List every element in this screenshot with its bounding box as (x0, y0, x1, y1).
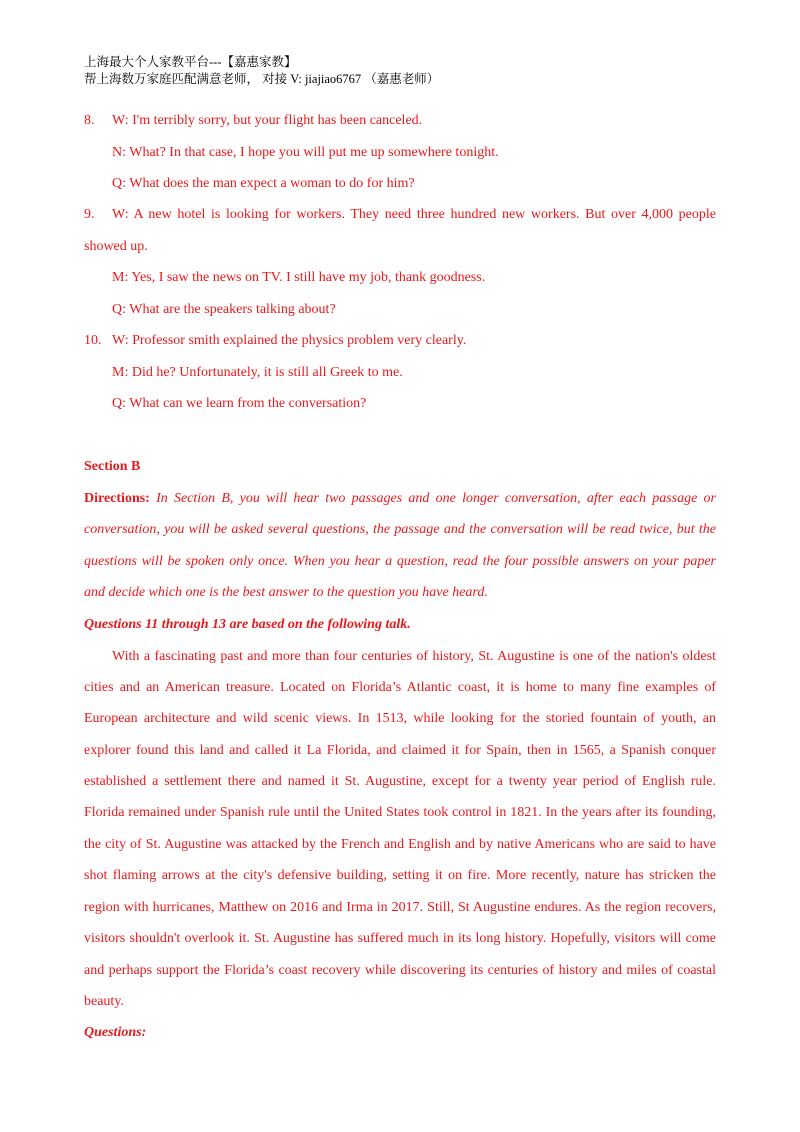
question-number: 9. (84, 207, 95, 222)
directions-text: In Section B, you will hear two passages and one longer conversation, after each passage or (149, 491, 716, 506)
directions-line: conversation, you will be asked several questions, the passage and the conversation will be read twice, but the (84, 522, 716, 537)
dialogue-line: W: A new hotel is looking for workers. They need three hundred new workers. But over 4,000 people (112, 207, 716, 222)
passage-line: beauty. (84, 994, 124, 1009)
directions-line: and decide which one is the best answer to the question you have heard. (84, 585, 488, 600)
dialogue-line: M: Yes, I saw the news on TV. I still have my job, thank goodness. (112, 270, 486, 285)
header-line-2: 帮上海数万家庭匹配满意老师， 对接 V: jiajiao6767 （嘉惠老师） (84, 72, 440, 86)
passage-line: visitors shouldn't overlook it. St. Augustine has suffered much in its long history. Hopefully, visitors will come (84, 931, 716, 946)
dialogue-line: W: Professor smith explained the physics problem very clearly. (112, 333, 467, 348)
page-header (84, 54, 439, 88)
dialogue-line-continued: showed up. (84, 239, 148, 254)
questions-heading: Questions 11 through 13 are based on the following talk. (84, 617, 411, 632)
header-line-1: 上海最大个人家教平台---【嘉惠家教】 (84, 55, 297, 69)
passage-line: established a settlement there and named it St. Augustine, except for a twenty year period of English rule. (84, 774, 716, 789)
passage-line: European architecture and wild scenic views. In 1513, while looking for the storied fountain of youth, an (84, 711, 716, 726)
question-line: Q: What does the man expect a woman to do for him? (112, 176, 415, 191)
directions-line-1 (84, 490, 716, 508)
directions-label: Directions: (84, 491, 150, 506)
directions-line: questions will be spoken only once. When you hear a question, read the four possible answers on your paper (84, 554, 716, 569)
passage-line: Florida remained under Spanish rule until the United States took control in 1821. In the years after its founding, (84, 805, 716, 820)
dialogue-line: W: I'm terribly sorry, but your flight has been canceled. (112, 113, 423, 128)
passage-line: cities and an American treasure. Located on Florida’s Atlantic coast, it is home to many fine examples of (84, 680, 716, 695)
section-title: Section B (84, 459, 141, 474)
question-number: 10. (84, 333, 102, 348)
passage-line: shot flaming arrows at the city's defensive building, setting it on fire. More recently, nature has stricken the (84, 868, 716, 883)
question-number: 8. (84, 113, 95, 128)
passage-line: and perhaps support the Florida’s coast recovery while discovering its centuries of history and miles of coastal (84, 963, 716, 978)
passage-line: explorer found this land and called it La Florida, and claimed it for Spain, then in 1565, a Spanish conquer (84, 743, 716, 758)
questions-label: Questions: (84, 1025, 147, 1040)
question-line: Q: What can we learn from the conversation? (112, 396, 367, 411)
passage-line: the city of St. Augustine was attacked by the French and English and by native Americans who are said to have (84, 837, 716, 852)
dialogue-line: M: Did he? Unfortunately, it is still all Greek to me. (112, 365, 403, 380)
passage-line: region with hurricanes, Matthew on 2016 and Irma in 2017. Still, St Augustine endures. As the region recovers, (84, 900, 716, 915)
question-line: Q: What are the speakers talking about? (112, 302, 336, 317)
passage-line: With a fascinating past and more than four centuries of history, St. Augustine is one of the nation's oldest (112, 649, 716, 664)
dialogue-line: N: What? In that case, I hope you will put me up somewhere tonight. (112, 145, 499, 160)
